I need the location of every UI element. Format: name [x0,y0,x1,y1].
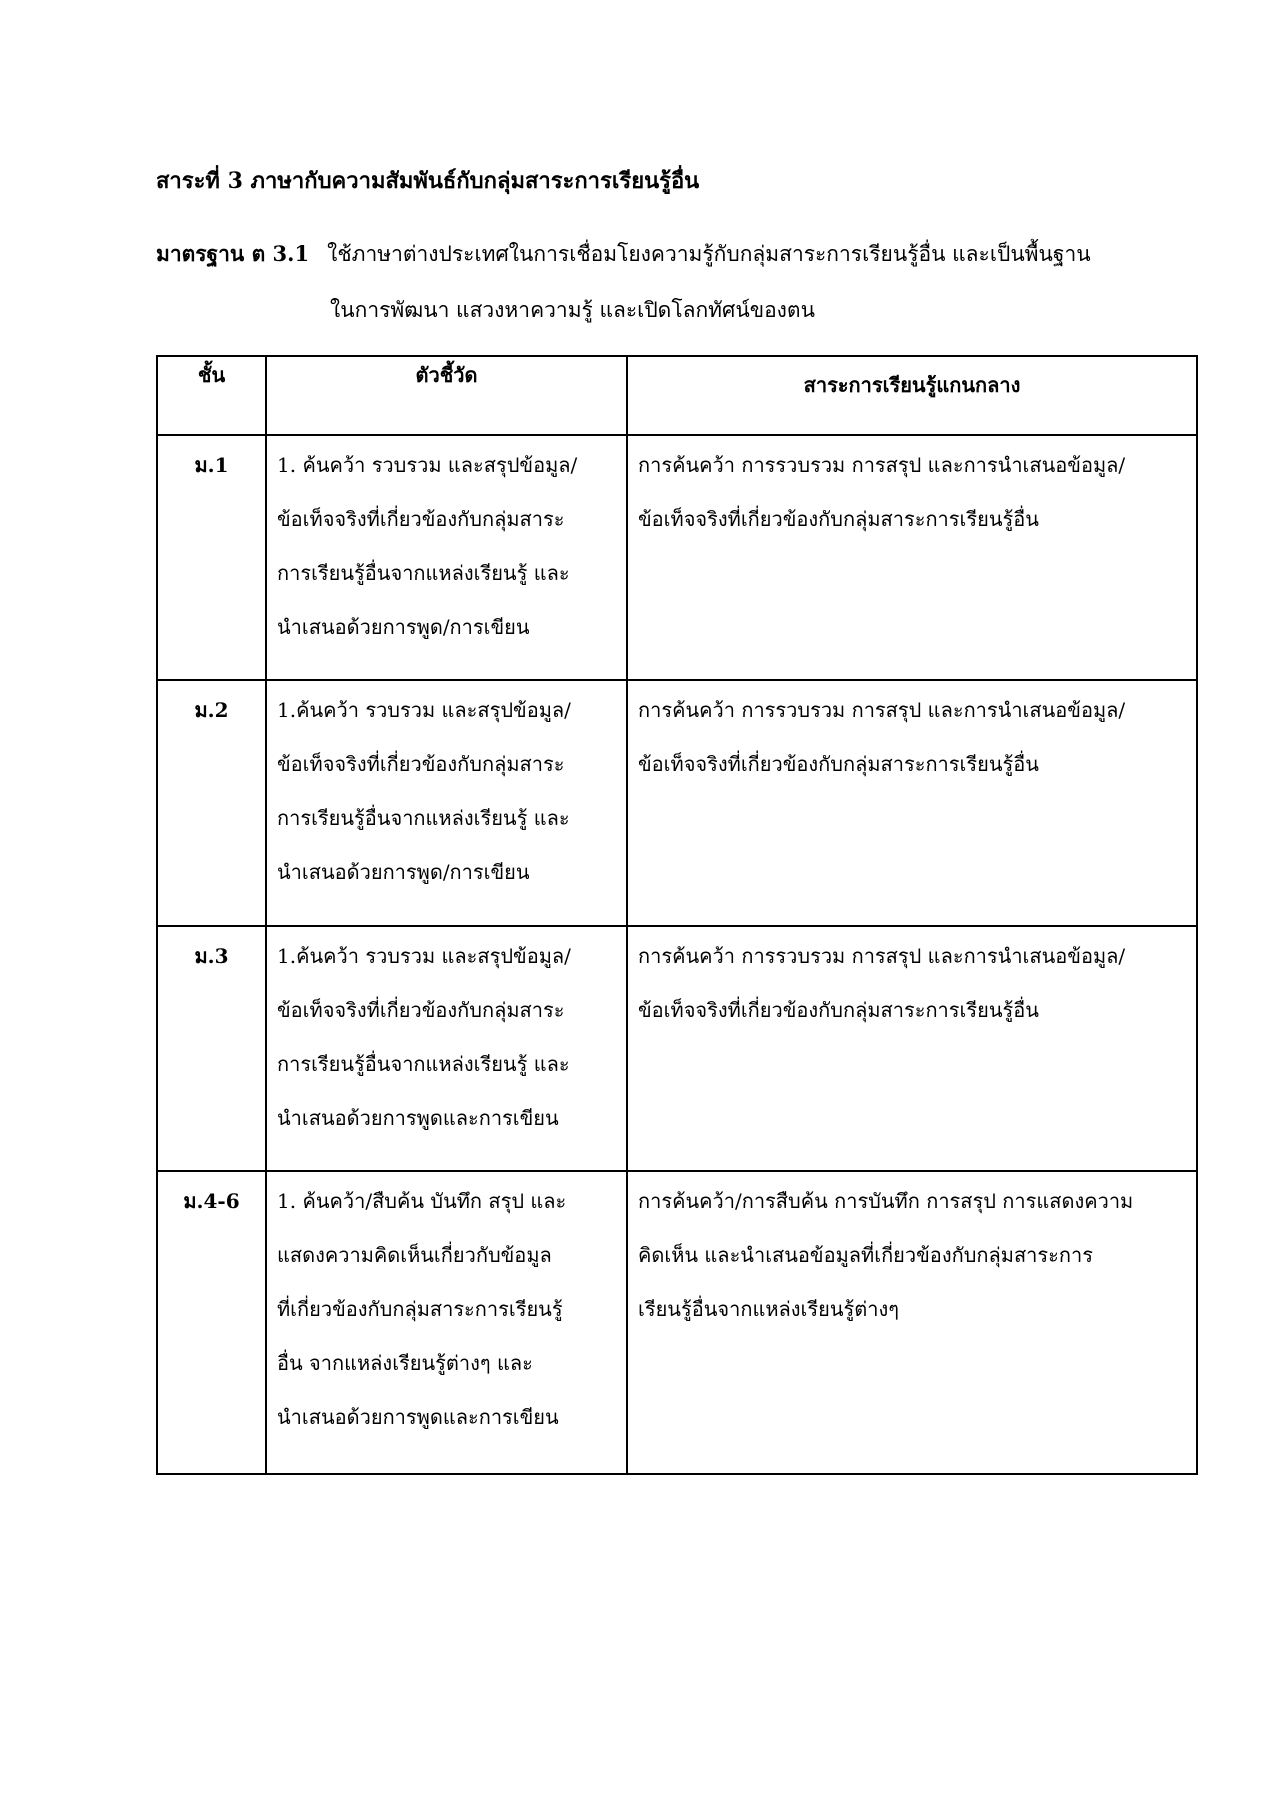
indicator-line: นำเสนอด้วยการพูดและการเขียน [277,1405,559,1429]
content-line: การค้นคว้า การรวบรวม การสรุป และการนำเสนอข้อมูล/ [638,698,1126,722]
standard-line-1 [156,238,1091,271]
indicator-line: ข้อเท็จจริงที่เกี่ยวข้องกับกลุ่มสาระ [277,752,565,776]
table-row [157,680,1197,926]
indicator-line: แสดงความคิดเห็นเกี่ยวกับข้อมูล [277,1243,552,1267]
header-level: ชั้น [157,356,266,435]
indicator-line: นำเสนอด้วยการพูด/การเขียน [277,615,530,639]
content-line: การค้นคว้า การรวบรวม การสรุป และการนำเสนอข้อมูล/ [638,944,1126,968]
content-line: ข้อเท็จจริงที่เกี่ยวข้องกับกลุ่มสาระการเรียนรู้อื่น [638,507,1039,531]
level-label: ม.1 [194,453,229,477]
level-cell [157,680,266,926]
header-content: สาระการเรียนรู้แกนกลาง [627,356,1197,435]
content-cell [627,435,1197,680]
table-header-row [157,356,1197,435]
indicator-line: 1.ค้นคว้า รวบรวม และสรุปข้อมูล/ [277,698,571,722]
indicator-line: การเรียนรู้อื่นจากแหล่งเรียนรู้ และ [277,806,570,830]
table-row [157,926,1197,1171]
content-cell [627,926,1197,1171]
indicator-line: การเรียนรู้อื่นจากแหล่งเรียนรู้ และ [277,561,570,585]
header-indicator: ตัวชี้วัด [266,356,627,435]
indicator-line: การเรียนรู้อื่นจากแหล่งเรียนรู้ และ [277,1052,570,1076]
indicator-line: นำเสนอด้วยการพูด/การเขียน [277,860,530,884]
level-label: ม.2 [194,698,229,722]
content-line: ข้อเท็จจริงที่เกี่ยวข้องกับกลุ่มสาระการเรียนรู้อื่น [638,752,1039,776]
standards-table [156,355,1198,1475]
level-cell [157,1171,266,1474]
indicator-line: ที่เกี่ยวข้องกับกลุ่มสาระการเรียนรู้ [277,1297,563,1321]
level-label: ม.4-6 [183,1189,240,1213]
indicator-cell [266,435,627,680]
content-line: การค้นคว้า/การสืบค้น การบันทึก การสรุป การแสดงความ [638,1189,1134,1213]
content-cell [627,680,1197,926]
table-row [157,435,1197,680]
level-cell [157,435,266,680]
indicator-line: 1.ค้นคว้า รวบรวม และสรุปข้อมูล/ [277,944,571,968]
content-line: ข้อเท็จจริงที่เกี่ยวข้องกับกลุ่มสาระการเรียนรู้อื่น [638,998,1039,1022]
indicator-cell [266,926,627,1171]
indicator-cell [266,680,627,926]
indicator-line: นำเสนอด้วยการพูดและการเขียน [277,1106,559,1130]
indicator-line: ข้อเท็จจริงที่เกี่ยวข้องกับกลุ่มสาระ [277,998,565,1022]
indicator-cell [266,1171,627,1474]
content-line: คิดเห็น และนำเสนอข้อมูลที่เกี่ยวข้องกับกลุ่มสาระการ [638,1243,1093,1267]
indicator-line: อื่น จากแหล่งเรียนรู้ต่างๆ และ [277,1351,533,1375]
level-cell [157,926,266,1171]
content-line: การค้นคว้า การรวบรวม การสรุป และการนำเสนอข้อมูล/ [638,453,1126,477]
standard-text-2: ในการพัฒนา แสวงหาความรู้ และเปิดโลกทัศน์ของตน [330,298,815,322]
level-label: ม.3 [194,944,229,968]
content-line: เรียนรู้อื่นจากแหล่งเรียนรู้ต่างๆ [638,1297,899,1321]
standard-label: มาตรฐาน ต 3.1 [156,241,310,266]
content-cell [627,1171,1197,1474]
indicator-line: 1. ค้นคว้า/สืบค้น บันทึก สรุป และ [277,1189,567,1213]
standard-text-1: ใช้ภาษาต่างประเทศในการเชื่อมโยงความรู้กับกลุ่มสาระการเรียนรู้อื่น และเป็นพื้นฐาน [327,242,1091,266]
indicator-line: ข้อเท็จจริงที่เกี่ยวข้องกับกลุ่มสาระ [277,507,565,531]
table-row [157,1171,1197,1474]
indicator-line: 1. ค้นคว้า รวบรวม และสรุปข้อมูล/ [277,453,578,477]
section-title: สาระที่ 3 ภาษากับความสัมพันธ์กับกลุ่มสาระการเรียนรู้อื่น [156,168,700,194]
